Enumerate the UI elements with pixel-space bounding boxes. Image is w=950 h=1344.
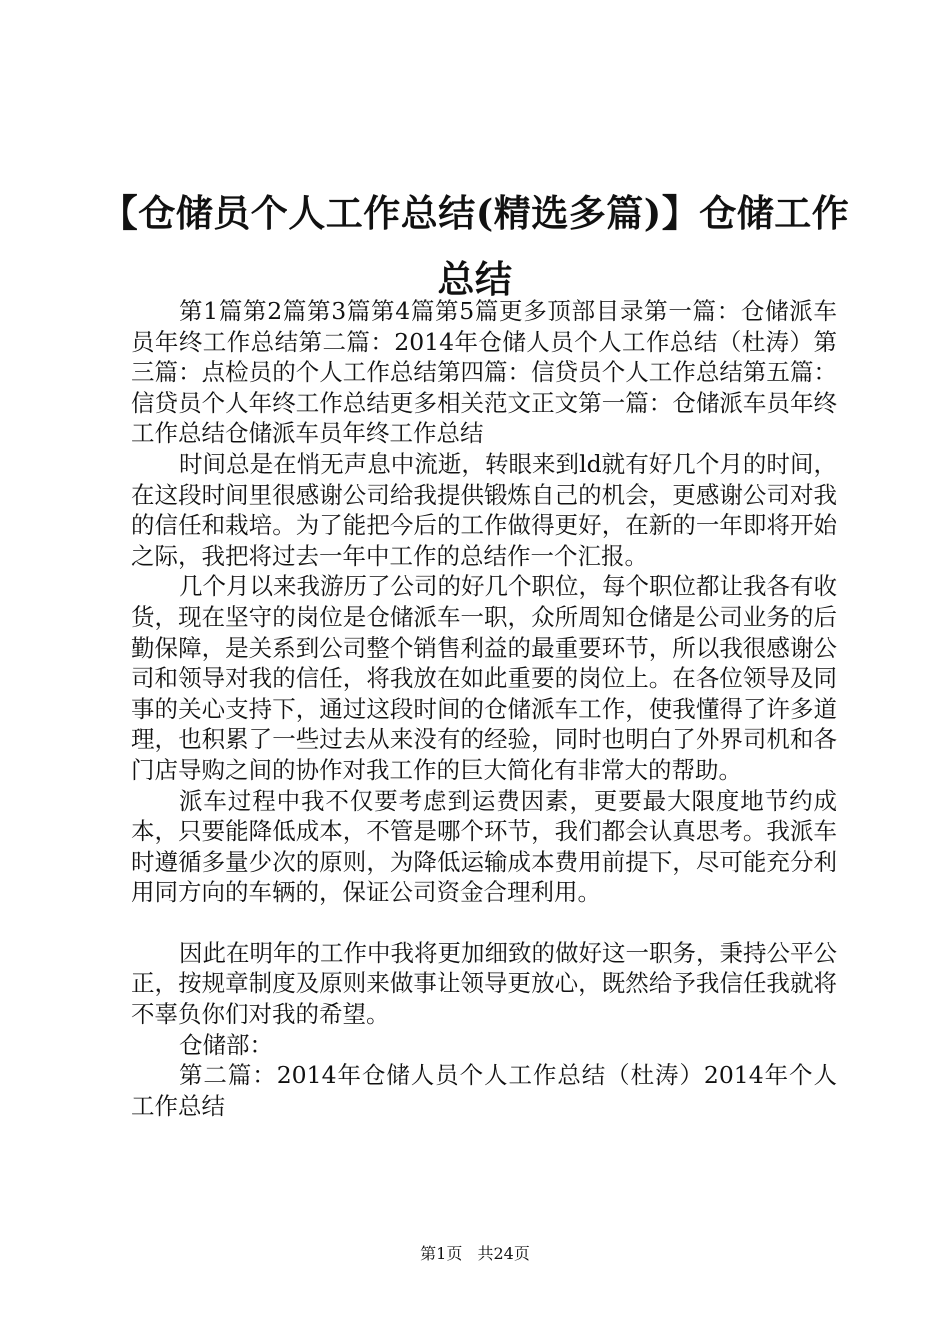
page-number-current: 第1页 [420,1244,463,1263]
paragraph-experience: 几个月以来我游历了公司的好几个职位，每个职位都让我各有收货，现在坚守的岗位是仓储派车一职，众所周知仓储是公司业务的后勤保障，是关系到公司整个销售利益的最重要环节，所以我很感谢公司和领导对我的信任，将我放在如此重要的岗位上。在各位领导及同事的关心支持下，通过这段时间的仓储派车工作，使我懂得了许多道理，也积累了一些过去从来没有的经验，同时也明白了外界司机和各门店导购之间的协作对我工作的巨大简化有非常大的帮助。 [131,572,837,784]
paragraph-second-article: 第二篇：2014年仓储人员个人工作总结（杜涛）2014年个人工作总结 [131,1061,837,1120]
paragraph-intro: 时间总是在悄无声息中流逝，转眼来到ld就有好几个月的时间，在这段时间里很感谢公司给我提供锻炼自己的机会，更感谢公司对我的信任和栽培。为了能把今后的工作做得更好，在新的一年即将开始之际，我把将过去一年中工作的总结作一个汇报。 [131,449,837,570]
paragraph-dispatch: 派车过程中我不仅要考虑到运费因素，更要最大限度地节约成本，只要能降低成本，不管是哪个环节，我们都会认真思考。我派车时遵循多量少次的原则，为降低运输成本费用前提下，尽可能充分利用同方向的车辆的，保证公司资金合理利用。 [131,786,837,907]
paragraph-spacer [131,908,837,938]
paragraph-next-year: 因此在明年的工作中我将更加细致的做好这一职务，秉持公平公正，按规章制度及原则来做事让领导更放心，既然给予我信任我就将不辜负你们对我的希望。 [131,938,837,1029]
paragraph-signature: 仓储部： [179,1030,273,1059]
page-number-total: 共24页 [477,1244,530,1263]
paragraph-table-of-contents: 第1篇第2篇第3篇第4篇第5篇更多顶部目录第一篇：仓储派车员年终工作总结第二篇：2014年仓储人员个人工作总结（杜涛）第三篇：点检员的个人工作总结第四篇：信贷员个人工作总结第五篇：信贷员个人年终工作总结更多相关范文正文第一篇：仓储派车员年终工作总结仓储派车员年终工作总结 [131,297,837,448]
document-body [131,296,837,1121]
document-title: 【仓储员个人工作总结(精选多篇)】仓储工作总结 [100,191,850,301]
page-footer [0,1242,950,1266]
